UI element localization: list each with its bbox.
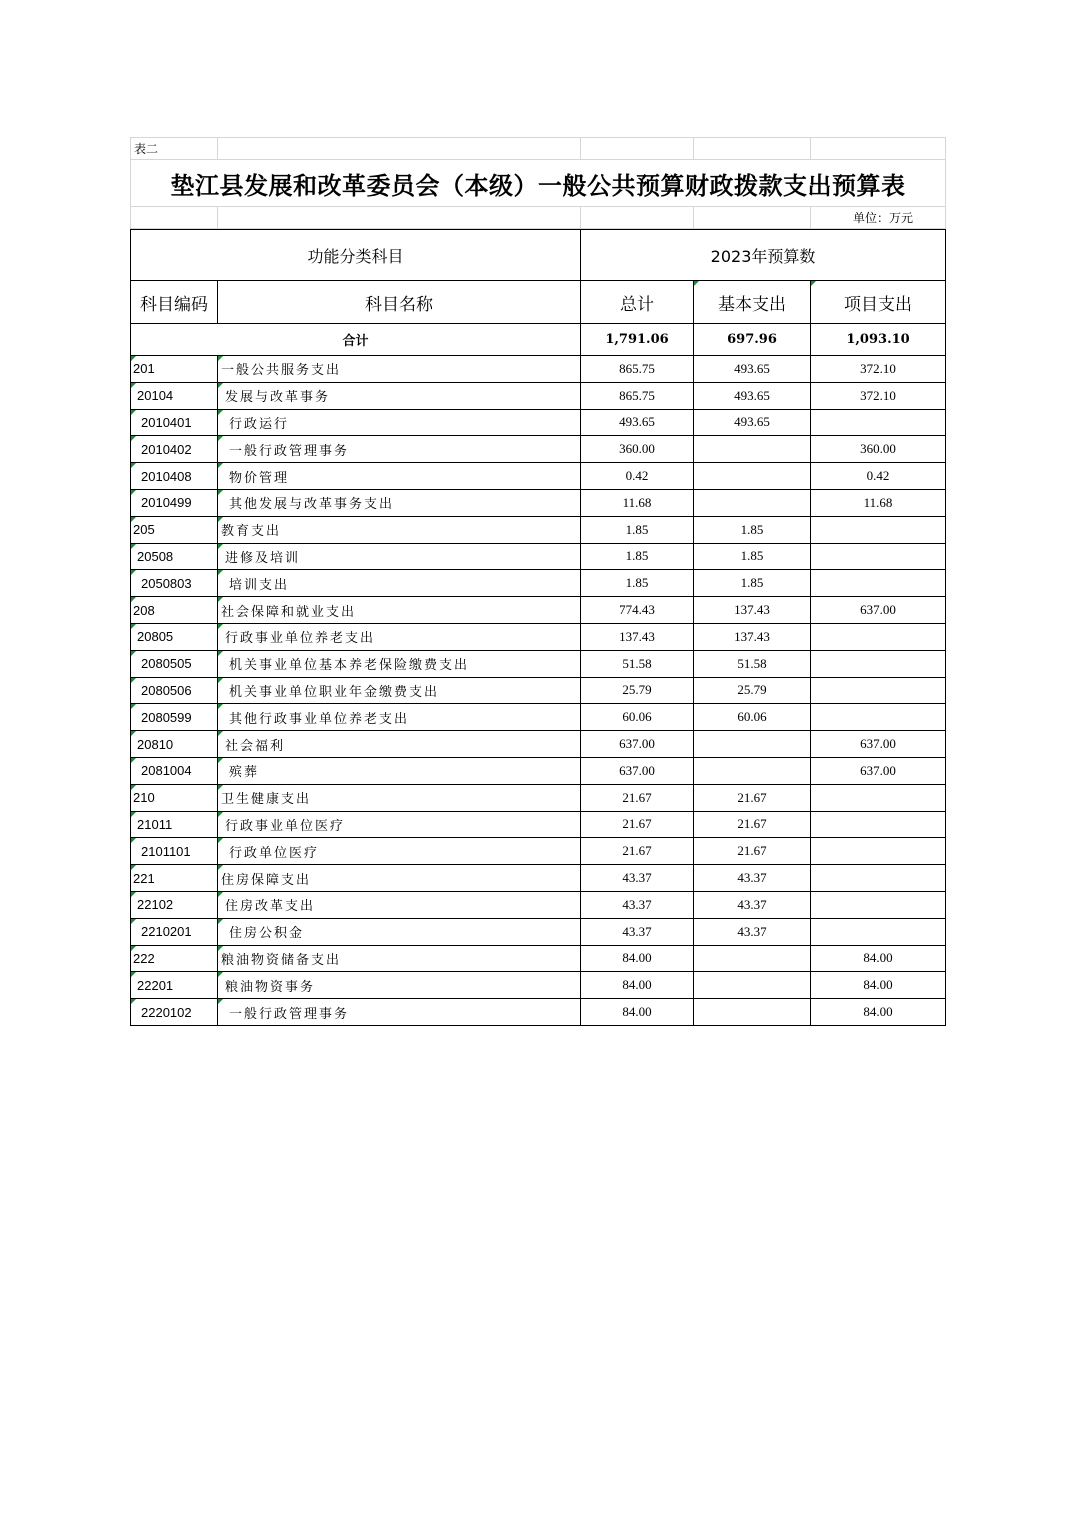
total-basic: 697.96	[694, 324, 811, 356]
row-total: 43.37	[581, 918, 694, 945]
row-basic: 51.58	[694, 650, 811, 677]
row-name: 殡葬	[218, 757, 581, 784]
row-name: 住房改革支出	[218, 891, 581, 918]
page-title: 垫江县发展和改革委员会（本级）一般公共预算财政拨款支出预算表	[131, 160, 946, 207]
row-code: 222	[131, 945, 218, 972]
row-code: 20805	[131, 623, 218, 650]
table-row	[131, 436, 946, 463]
row-name: 一般行政管理事务	[218, 436, 581, 463]
row-code: 2010402	[131, 436, 218, 463]
row-total: 84.00	[581, 999, 694, 1026]
total-sum: 1,791.06	[581, 324, 694, 356]
budget-table	[130, 229, 946, 1026]
budget-sheet	[130, 137, 945, 1026]
row-project	[811, 650, 946, 677]
row-basic: 21.67	[694, 811, 811, 838]
row-project	[811, 570, 946, 597]
table-row	[131, 784, 946, 811]
row-basic	[694, 757, 811, 784]
row-total: 637.00	[581, 731, 694, 758]
row-total: 60.06	[581, 704, 694, 731]
row-code: 2010401	[131, 409, 218, 436]
table-row	[131, 650, 946, 677]
table-row	[131, 543, 946, 570]
row-name: 一般行政管理事务	[218, 999, 581, 1026]
table-row	[131, 918, 946, 945]
row-total: 84.00	[581, 972, 694, 999]
row-project: 11.68	[811, 489, 946, 516]
row-project: 372.10	[811, 356, 946, 383]
row-name: 社会福利	[218, 731, 581, 758]
row-project: 637.00	[811, 597, 946, 624]
row-name: 其他行政事业单位养老支出	[218, 704, 581, 731]
row-basic: 493.65	[694, 409, 811, 436]
row-name: 物价管理	[218, 463, 581, 490]
row-total: 865.75	[581, 382, 694, 409]
row-name: 进修及培训	[218, 543, 581, 570]
row-name: 住房公积金	[218, 918, 581, 945]
table-row	[131, 463, 946, 490]
row-project: 637.00	[811, 731, 946, 758]
row-name: 行政单位医疗	[218, 838, 581, 865]
row-basic: 1.85	[694, 543, 811, 570]
row-project	[811, 516, 946, 543]
row-basic: 137.43	[694, 597, 811, 624]
row-basic	[694, 731, 811, 758]
row-basic	[694, 945, 811, 972]
row-basic	[694, 999, 811, 1026]
row-total: 865.75	[581, 356, 694, 383]
row-total: 360.00	[581, 436, 694, 463]
table-row	[131, 731, 946, 758]
table-label: 表二	[131, 138, 218, 160]
row-name: 卫生健康支出	[218, 784, 581, 811]
row-project: 84.00	[811, 999, 946, 1026]
row-name: 培训支出	[218, 570, 581, 597]
table-row	[131, 356, 946, 383]
row-basic: 21.67	[694, 784, 811, 811]
row-project: 0.42	[811, 463, 946, 490]
row-name: 社会保障和就业支出	[218, 597, 581, 624]
row-project: 372.10	[811, 382, 946, 409]
row-basic: 25.79	[694, 677, 811, 704]
row-basic	[694, 972, 811, 999]
row-total: 1.85	[581, 516, 694, 543]
row-total: 1.85	[581, 570, 694, 597]
row-basic: 1.85	[694, 516, 811, 543]
row-code: 2080599	[131, 704, 218, 731]
row-name: 行政运行	[218, 409, 581, 436]
row-project: 84.00	[811, 945, 946, 972]
table-row	[131, 623, 946, 650]
row-project	[811, 704, 946, 731]
row-name: 机关事业单位职业年金缴费支出	[218, 677, 581, 704]
table-row	[131, 516, 946, 543]
row-total: 84.00	[581, 945, 694, 972]
row-basic: 43.37	[694, 918, 811, 945]
row-total: 43.37	[581, 891, 694, 918]
table-row	[131, 945, 946, 972]
row-code: 2010499	[131, 489, 218, 516]
row-name: 粮油物资事务	[218, 972, 581, 999]
row-name: 发展与改革事务	[218, 382, 581, 409]
header-project: 项目支出	[811, 281, 946, 324]
row-code: 208	[131, 597, 218, 624]
row-code: 22201	[131, 972, 218, 999]
row-project: 637.00	[811, 757, 946, 784]
row-code: 20104	[131, 382, 218, 409]
row-basic: 43.37	[694, 865, 811, 892]
row-project	[811, 784, 946, 811]
row-project: 84.00	[811, 972, 946, 999]
table-row	[131, 811, 946, 838]
row-basic: 43.37	[694, 891, 811, 918]
table-row	[131, 704, 946, 731]
row-code: 2101101	[131, 838, 218, 865]
row-code: 20810	[131, 731, 218, 758]
row-total: 21.67	[581, 784, 694, 811]
row-name: 教育支出	[218, 516, 581, 543]
row-name: 一般公共服务支出	[218, 356, 581, 383]
header-name: 科目名称	[218, 281, 581, 324]
row-total: 493.65	[581, 409, 694, 436]
row-code: 2220102	[131, 999, 218, 1026]
row-project	[811, 623, 946, 650]
table-row	[131, 597, 946, 624]
row-project	[811, 409, 946, 436]
row-name: 其他发展与改革事务支出	[218, 489, 581, 516]
header-grid	[130, 137, 946, 229]
header-budget-group: 2023年预算数	[581, 230, 946, 281]
row-total: 25.79	[581, 677, 694, 704]
table-row	[131, 382, 946, 409]
table-row	[131, 865, 946, 892]
row-code: 205	[131, 516, 218, 543]
row-project	[811, 865, 946, 892]
row-code: 21011	[131, 811, 218, 838]
row-total: 1.85	[581, 543, 694, 570]
row-code: 22102	[131, 891, 218, 918]
table-row	[131, 999, 946, 1026]
row-code: 201	[131, 356, 218, 383]
row-total: 637.00	[581, 757, 694, 784]
row-code: 2081004	[131, 757, 218, 784]
table-row	[131, 677, 946, 704]
row-total: 21.67	[581, 838, 694, 865]
row-project	[811, 677, 946, 704]
row-basic	[694, 436, 811, 463]
header-subject-group: 功能分类科目	[131, 230, 581, 281]
row-code: 2010408	[131, 463, 218, 490]
row-total: 21.67	[581, 811, 694, 838]
row-basic: 493.65	[694, 382, 811, 409]
row-code: 20508	[131, 543, 218, 570]
row-project	[811, 838, 946, 865]
row-basic: 60.06	[694, 704, 811, 731]
table-row	[131, 489, 946, 516]
row-basic	[694, 489, 811, 516]
row-code: 2050803	[131, 570, 218, 597]
row-basic: 493.65	[694, 356, 811, 383]
row-name: 机关事业单位基本养老保险缴费支出	[218, 650, 581, 677]
header-basic: 基本支出	[694, 281, 811, 324]
row-name: 行政事业单位医疗	[218, 811, 581, 838]
row-project	[811, 918, 946, 945]
row-code: 2080506	[131, 677, 218, 704]
row-project	[811, 811, 946, 838]
total-project: 1,093.10	[811, 324, 946, 356]
row-code: 210	[131, 784, 218, 811]
row-code: 2210201	[131, 918, 218, 945]
row-project	[811, 891, 946, 918]
row-name: 粮油物资储备支出	[218, 945, 581, 972]
table-row	[131, 891, 946, 918]
row-total: 774.43	[581, 597, 694, 624]
table-row	[131, 972, 946, 999]
table-row	[131, 838, 946, 865]
row-basic: 21.67	[694, 838, 811, 865]
total-label: 合计	[131, 324, 581, 356]
table-row	[131, 757, 946, 784]
row-total: 43.37	[581, 865, 694, 892]
row-total: 51.58	[581, 650, 694, 677]
row-total: 0.42	[581, 463, 694, 490]
row-code: 2080505	[131, 650, 218, 677]
row-code: 221	[131, 865, 218, 892]
row-basic	[694, 463, 811, 490]
row-project	[811, 543, 946, 570]
header-code: 科目编码	[131, 281, 218, 324]
table-row	[131, 570, 946, 597]
row-total: 137.43	[581, 623, 694, 650]
unit-label: 单位：万元	[811, 207, 946, 229]
table-row	[131, 409, 946, 436]
row-basic: 1.85	[694, 570, 811, 597]
row-name: 行政事业单位养老支出	[218, 623, 581, 650]
row-project: 360.00	[811, 436, 946, 463]
row-basic: 137.43	[694, 623, 811, 650]
row-name: 住房保障支出	[218, 865, 581, 892]
row-total: 11.68	[581, 489, 694, 516]
header-total: 总计	[581, 281, 694, 324]
